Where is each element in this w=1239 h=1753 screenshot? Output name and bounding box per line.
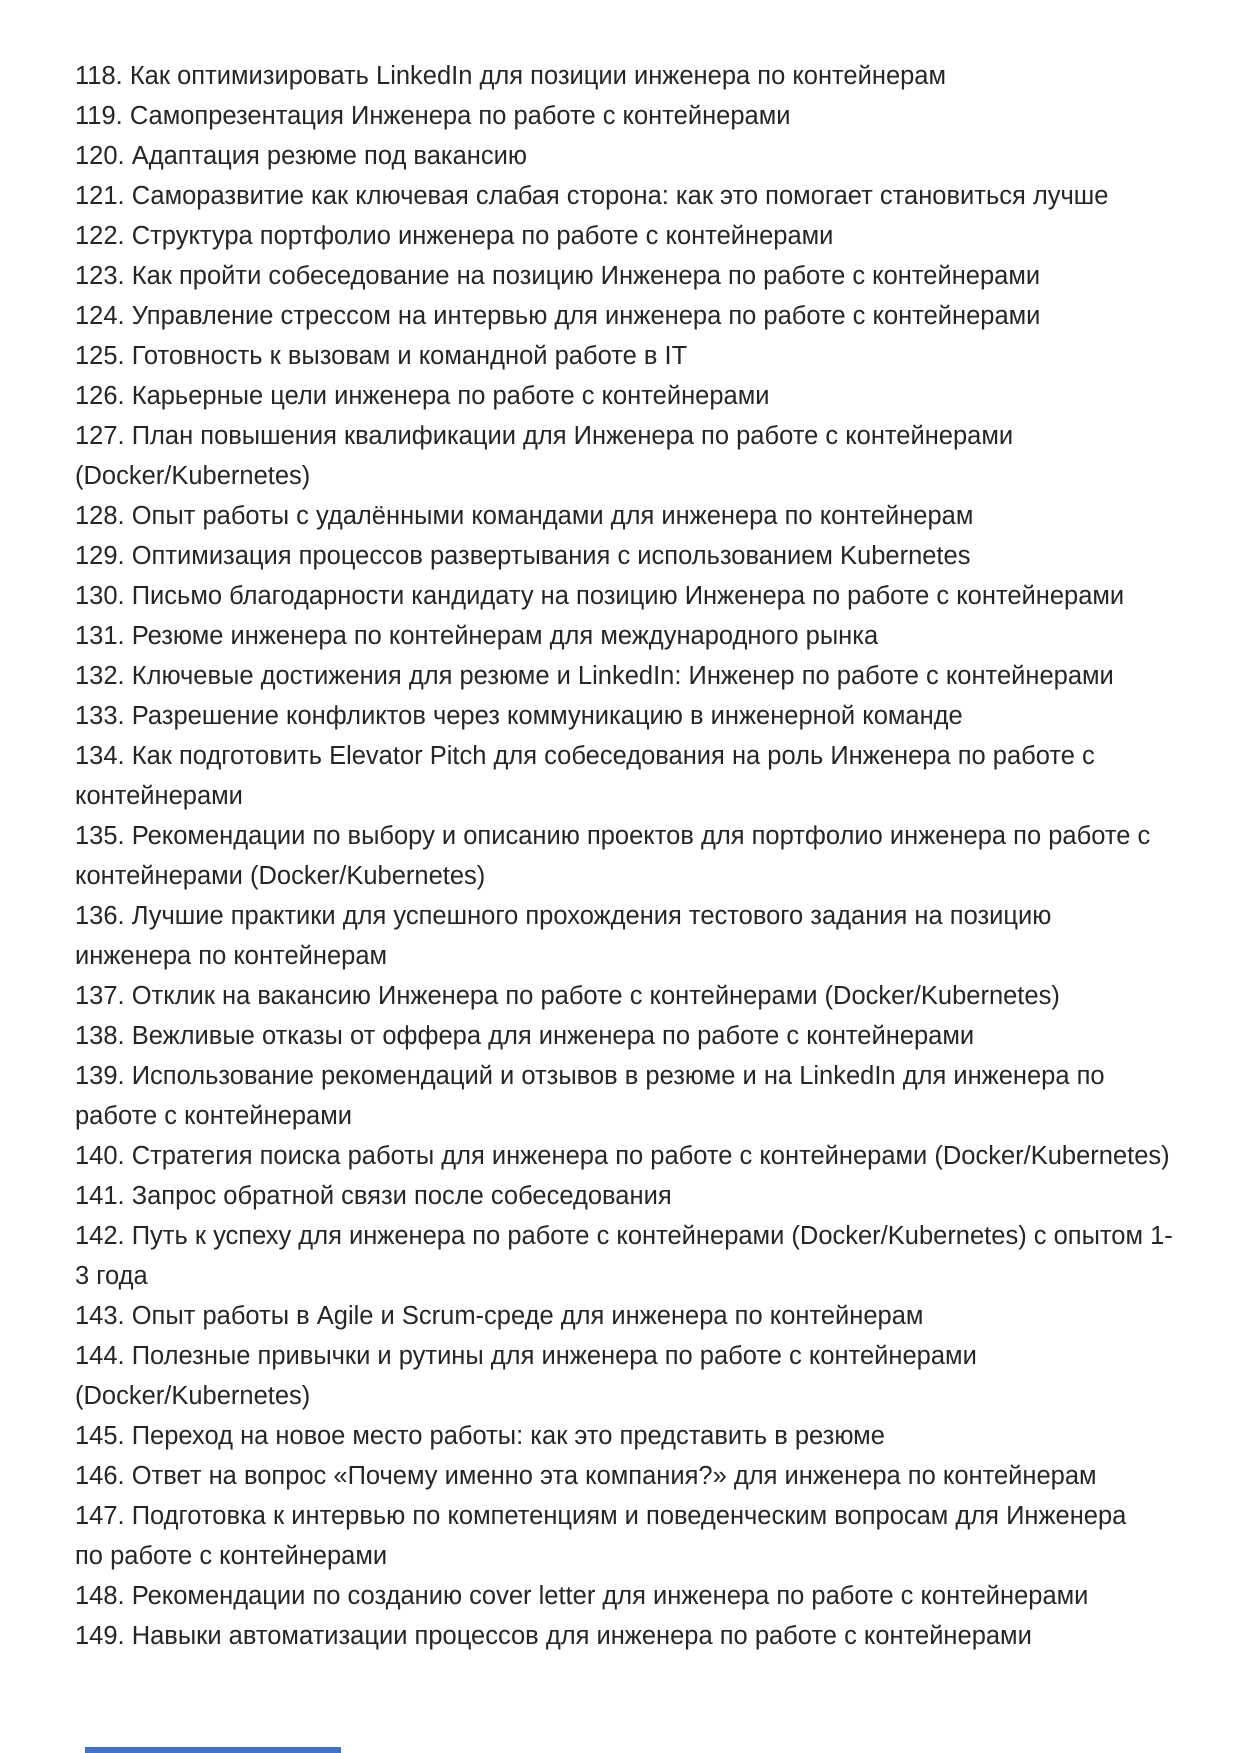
list-item-line: 135. Рекомендации по выбору и описанию проектов для портфолио инженера по работе с — [75, 822, 1151, 850]
list-item-line: 118. Как оптимизировать LinkedIn для позиции инженера по контейнерам — [75, 62, 947, 90]
list-item-line: по работе с контейнерами — [75, 1542, 388, 1570]
list-item-line: 122. Структура портфолио инженера по работе с контейнерами — [75, 222, 834, 250]
list-item-line: контейнерами — [75, 782, 243, 810]
list-item-line: контейнерами (Docker/Kubernetes) — [75, 862, 486, 890]
list-item-line: 130. Письмо благодарности кандидату на позицию Инженера по работе с контейнерами — [75, 582, 1125, 610]
list-item-line: работе с контейнерами — [75, 1102, 353, 1130]
list-item-line: 145. Переход на новое место работы: как это представить в резюме — [75, 1422, 885, 1450]
list-item-line: 143. Опыт работы в Agile и Scrum-среде для инженера по контейнерам — [75, 1302, 924, 1330]
list-item-line: 121. Саморазвитие как ключевая слабая сторона: как это помогает становиться лучше — [75, 182, 1109, 210]
numbered-list — [75, 56, 1185, 1656]
list-item-line: 125. Готовность к вызовам и командной работе в IT — [75, 342, 688, 370]
list-item-line: 126. Карьерные цели инженера по работе с контейнерами — [75, 382, 770, 410]
list-item-line: 136. Лучшие практики для успешного прохождения тестового задания на позицию — [75, 902, 1052, 930]
list-item-line: 141. Запрос обратной связи после собеседования — [75, 1182, 672, 1210]
list-item-line: инженера по контейнерам — [75, 942, 388, 970]
list-item-line: 149. Навыки автоматизации процессов для инженера по работе с контейнерами — [75, 1622, 1032, 1650]
list-item-line: 133. Разрешение конфликтов через коммуникацию в инженерной команде — [75, 702, 963, 730]
list-item-line: 132. Ключевые достижения для резюме и LinkedIn: Инженер по работе с контейнерами — [75, 662, 1114, 690]
list-item-line: 139. Использование рекомендаций и отзывов в резюме и на LinkedIn для инженера по — [75, 1062, 1105, 1090]
list-item-line: (Docker/Kubernetes) — [75, 462, 311, 490]
list-item-line: 124. Управление стрессом на интервью для инженера по работе с контейнерами — [75, 302, 1041, 330]
cutoff-blue-element — [85, 1747, 341, 1753]
list-item-line: 146. Ответ на вопрос «Почему именно эта компания?» для инженера по контейнерам — [75, 1462, 1097, 1490]
list-item-line: 123. Как пройти собеседование на позицию Инженера по работе с контейнерами — [75, 262, 1041, 290]
list-item-line: 140. Стратегия поиска работы для инженера по работе с контейнерами (Docker/Kubernetes) — [75, 1142, 1170, 1170]
list-item-line: (Docker/Kubernetes) — [75, 1382, 311, 1410]
list-item-line: 127. План повышения квалификации для Инженера по работе с контейнерами — [75, 422, 1014, 450]
list-item-line: 3 года — [75, 1262, 148, 1290]
list-item-line: 131. Резюме инженера по контейнерам для международного рынка — [75, 622, 879, 650]
list-item-line: 119. Самопрезентация Инженера по работе с контейнерами — [75, 102, 791, 130]
list-item-line: 129. Оптимизация процессов развертывания с использованием Kubernetes — [75, 542, 971, 570]
list-item-line: 128. Опыт работы с удалёнными командами для инженера по контейнерам — [75, 502, 974, 530]
list-item-line: 120. Адаптация резюме под вакансию — [75, 142, 527, 170]
list-item-line: 147. Подготовка к интервью по компетенциям и поведенческим вопросам для Инженера — [75, 1502, 1127, 1530]
list-item-line: 137. Отклик на вакансию Инженера по работе с контейнерами (Docker/Kubernetes) — [75, 982, 1060, 1010]
list-item-line: 144. Полезные привычки и рутины для инженера по работе с контейнерами — [75, 1342, 977, 1370]
list-item-line: 134. Как подготовить Elevator Pitch для собеседования на роль Инженера по работе с — [75, 742, 1095, 770]
list-item-line: 138. Вежливые отказы от оффера для инженера по работе с контейнерами — [75, 1022, 975, 1050]
list-item-line: 148. Рекомендации по созданию cover letter для инженера по работе с контейнерами — [75, 1582, 1089, 1610]
list-item-line: 142. Путь к успеху для инженера по работе с контейнерами (Docker/Kubernetes) с опытом 1- — [75, 1222, 1173, 1250]
